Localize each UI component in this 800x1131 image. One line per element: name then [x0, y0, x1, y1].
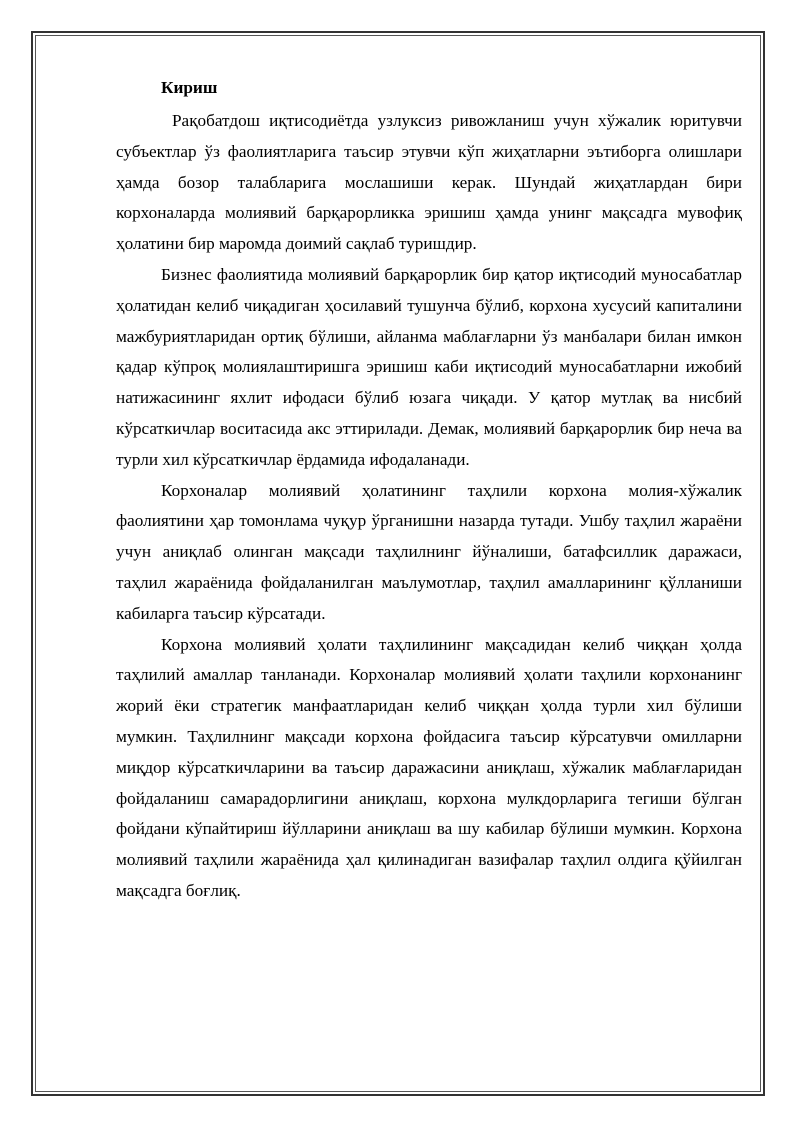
section-heading: Кириш: [161, 78, 218, 97]
paragraph: Корхоналар молиявий ҳолатининг таҳлили корхона молия-хўжалик фаолиятини ҳар томонлама чуқур ўрганишни назарда тутади. Ушбу таҳлил жараёни учун аниқлаб олинган мақсади таҳлилнинг йўналиши, батафсиллик даражаси, таҳлил жараёнида фойдаланилган маълумотлар, таҳлил амалларининг қўлланиши кабиларга таъсир кўрсатади.: [116, 480, 742, 623]
document-body: [116, 70, 742, 907]
paragraph: Рақобатдош иқтисодиётда узлуксиз ривожланиш учун хўжалик юритувчи субъектлар ўз фаолиятларига таъсир этувчи кўп жиҳатларни эътиборга олишлари ҳамда бозор талабларига мослашиши керак. Шундай жиҳатлардан бири корхоналарда молиявий барқарорликка эришиш ҳамда унинг мақсадга мувофиқ ҳолатини бир маромда доимий сақлаб туришдир.: [116, 111, 742, 254]
paragraph: Бизнес фаолиятида молиявий барқарорлик бир қатор иқтисодий муносабатлар ҳолатидан келиб чиқадиган ҳосилавий тушунча бўлиб, корхона хусусий капиталини мажбуриятларидан ортиқ бўлиши, айланма маблағларни ўз манбалари билан имкон қадар кўпроқ молиялаштиришга эришиш каби иқтисодий муносабатларни ижобий натижасининг яхлит ифодаси бўлиб юзага чиқади. У қатор мутлақ ва нисбий кўрсаткичлар воситасида акс эттирилади. Демак, молиявий барқарорлик бир неча ва турли хил кўрсаткичлар ёрдамида ифодаланади.: [116, 264, 742, 469]
paragraph: Корхона молиявий ҳолати таҳлилининг мақсадидан келиб чиққан ҳолда таҳлилий амаллар танланади. Корхоналар молиявий ҳолати таҳлили корхонанинг жорий ёки стратегик манфаатларидан келиб чиққан ҳолда турли хил бўлиши мумкин. Таҳлилнинг мақсади корхона фойдасига таъсир кўрсатувчи омилларни миқдор кўрсаткичларини ва таъсир даражасини аниқлаш, хўжалик маблағларидан фойдаланиш самарадорлигини аниқлаш, корхона мулкдорларига тегиши бўлган фойдани кўпайтириш йўлларини аниқлаш ва шу кабилар бўлиши мумкин. Корхона молиявий таҳлили жараёнида ҳал қилинадиган вазифалар таҳлил олдига қўйилган мақсадга боғлиқ.: [116, 634, 742, 900]
